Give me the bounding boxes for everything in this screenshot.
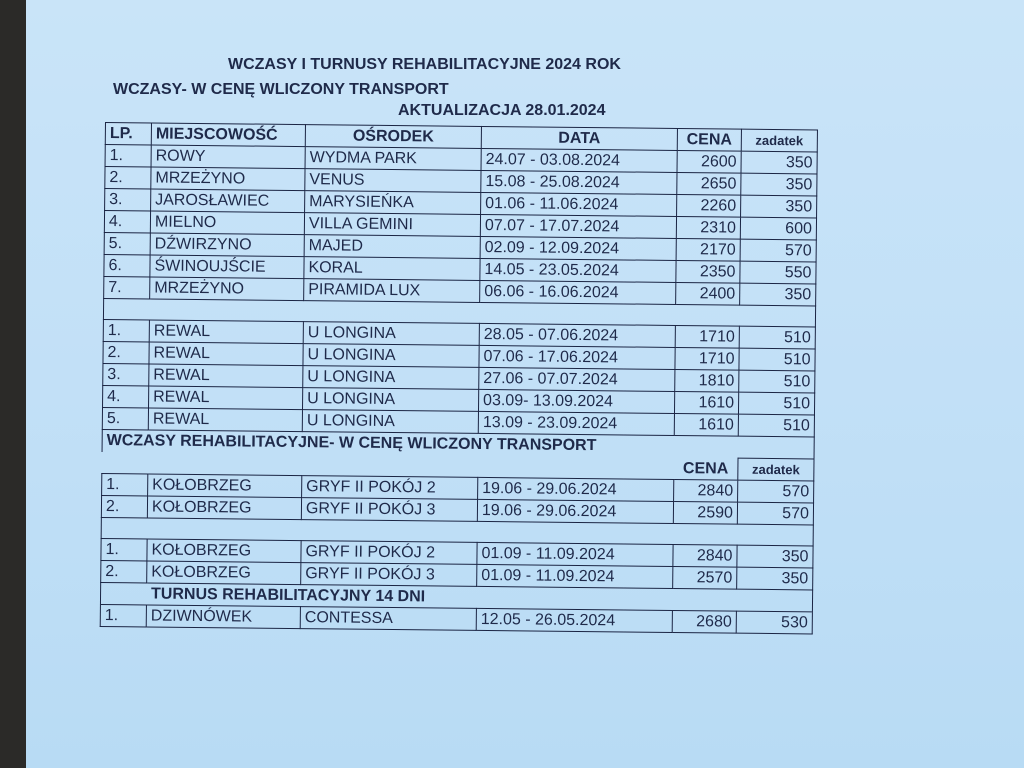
- cell-data: 14.05 - 23.05.2024: [480, 258, 676, 282]
- cell-miejscowosc: REWAL: [149, 364, 303, 388]
- cell-zadatek: 530: [736, 611, 812, 634]
- cell-lp: 1.: [102, 473, 148, 495]
- cell-cena: 2680: [672, 610, 736, 633]
- cell-zadatek: 350: [737, 545, 813, 568]
- cell-data: 27.06 - 07.07.2024: [479, 367, 675, 391]
- cell-cena: 2840: [673, 544, 737, 567]
- cell-lp: 3.: [103, 363, 149, 385]
- cell-osrodek: U LONGINA: [303, 322, 479, 346]
- col-lp: LP.: [105, 123, 151, 145]
- col-miejscowosc: MIEJSCOWOŚĆ: [151, 123, 305, 147]
- cell-lp: 2.: [101, 560, 147, 582]
- cell-cena: 2310: [676, 216, 740, 239]
- cell-zadatek: 510: [738, 392, 814, 415]
- cell-lp: 1.: [103, 319, 149, 341]
- cell-miejscowosc: REWAL: [149, 320, 303, 344]
- cell-cena: 2590: [673, 501, 737, 524]
- cell-miejscowosc: MRZEŻYNO: [151, 167, 305, 191]
- cell-cena: 2650: [677, 172, 741, 195]
- cell-osrodek: U LONGINA: [302, 388, 478, 412]
- cell-osrodek: CONTESSA: [300, 607, 476, 631]
- cell-miejscowosc: ŚWINOUJŚCIE: [150, 255, 304, 279]
- cell-lp: 1.: [101, 538, 147, 560]
- cell-osrodek: VILLA GEMINI: [304, 213, 480, 237]
- cell-data: 06.06 - 16.06.2024: [480, 280, 676, 304]
- section-turnus-title: TURNUS REHABILITACYJNY 14 DNI: [100, 582, 812, 611]
- cell-miejscowosc: DŹWIRZYNO: [150, 233, 304, 257]
- cell-data: 07.07 - 17.07.2024: [480, 214, 676, 238]
- cell-data: 03.09- 13.09.2024: [478, 389, 674, 413]
- cell-data: 13.09 - 23.09.2024: [478, 411, 674, 435]
- document-title: WCZASY I TURNUSY REHABILITACYJNE 2024 ROK: [228, 56, 621, 73]
- cell-zadatek: 350: [741, 173, 817, 196]
- cell-zadatek: 600: [740, 217, 816, 240]
- cell-lp: 2.: [103, 341, 149, 363]
- cell-data: 02.09 - 12.09.2024: [480, 236, 676, 260]
- cell-data: 12.05 - 26.05.2024: [476, 608, 672, 632]
- cell-osrodek: U LONGINA: [303, 344, 479, 368]
- cell-miejscowosc: KOŁOBRZEG: [148, 474, 302, 498]
- update-date: AKTUALIZACJA 28.01.2024: [398, 102, 606, 119]
- cell-osrodek: VENUS: [305, 169, 481, 193]
- cell-osrodek: GRYF II POKÓJ 3: [301, 498, 477, 522]
- cell-miejscowosc: REWAL: [149, 386, 303, 410]
- cell-osrodek: U LONGINA: [303, 366, 479, 390]
- cell-miejscowosc: JAROSŁAWIEC: [151, 189, 305, 213]
- cell-lp: 5.: [102, 407, 148, 429]
- cell-miejscowosc: MRZEŻYNO: [150, 277, 304, 301]
- cell-zadatek: 510: [739, 326, 815, 349]
- cell-lp: 1.: [105, 145, 151, 167]
- cell-lp: 3.: [105, 189, 151, 211]
- cell-cena: 1710: [675, 347, 739, 370]
- cell-miejscowosc: ROWY: [151, 145, 305, 169]
- cell-data: 01.09 - 11.09.2024: [477, 542, 673, 566]
- cell-data: 01.09 - 11.09.2024: [477, 564, 673, 588]
- col-data: DATA: [481, 126, 677, 150]
- cell-zadatek: 350: [740, 283, 816, 306]
- cell-cena: 1710: [675, 325, 739, 348]
- col-osrodek: OŚRODEK: [305, 125, 481, 149]
- cell-zadatek: 510: [738, 414, 814, 437]
- cell-lp: 5.: [104, 232, 150, 254]
- cell-lp: 1.: [100, 604, 146, 626]
- cell-cena: 1610: [674, 413, 738, 436]
- cell-cena: 2400: [676, 282, 740, 305]
- cell-data: 19.06 - 29.06.2024: [478, 477, 674, 501]
- cell-cena: 2570: [673, 566, 737, 589]
- cell-miejscowosc: REWAL: [148, 408, 302, 432]
- cell-lp: 4.: [104, 211, 150, 233]
- cell-lp: 2.: [105, 167, 151, 189]
- price-table: [100, 122, 818, 634]
- cell-cena: 2600: [677, 150, 741, 173]
- col-zadatek: zadatek: [741, 129, 817, 152]
- cell-lp: 6.: [104, 254, 150, 276]
- cell-data: 28.05 - 07.06.2024: [479, 323, 675, 347]
- cell-miejscowosc: DZIWNÓWEK: [146, 605, 300, 629]
- cell-cena: 2260: [677, 194, 741, 217]
- cell-zadatek: 350: [737, 567, 813, 590]
- cell-zadatek: 550: [740, 261, 816, 284]
- cell-miejscowosc: KOŁOBRZEG: [147, 496, 301, 520]
- cell-osrodek: GRYF II POKÓJ 3: [301, 563, 477, 587]
- cell-zadatek: 570: [740, 239, 816, 262]
- cell-miejscowosc: REWAL: [149, 342, 303, 366]
- cell-osrodek: GRYF II POKÓJ 2: [302, 476, 478, 500]
- cell-data: 24.07 - 03.08.2024: [481, 148, 677, 172]
- cell-zadatek: 350: [741, 195, 817, 218]
- cell-miejscowosc: MIELNO: [150, 211, 304, 235]
- cell-miejscowosc: KOŁOBRZEG: [147, 539, 301, 563]
- sub-header-zadatek: zadatek: [738, 458, 814, 481]
- cell-lp: 2.: [101, 495, 147, 517]
- cell-zadatek: 570: [738, 480, 814, 503]
- cell-osrodek: WYDMA PARK: [305, 147, 481, 171]
- cell-cena: 2170: [676, 238, 740, 261]
- cell-data: 01.06 - 11.06.2024: [481, 192, 677, 216]
- cell-data: 15.08 - 25.08.2024: [481, 170, 677, 194]
- cell-cena: 1810: [675, 369, 739, 392]
- col-cena: CENA: [677, 128, 741, 151]
- cell-miejscowosc: KOŁOBRZEG: [147, 561, 301, 585]
- document-subtitle: WCZASY- W CENĘ WLICZONY TRANSPORT: [113, 81, 449, 98]
- cell-osrodek: PIRAMIDA LUX: [304, 279, 480, 303]
- cell-lp: 4.: [103, 385, 149, 407]
- cell-osrodek: GRYF II POKÓJ 2: [301, 541, 477, 565]
- cell-osrodek: MARYSIEŃKA: [305, 191, 481, 215]
- cell-zadatek: 570: [737, 502, 813, 525]
- cell-lp: 7.: [104, 276, 150, 298]
- cell-zadatek: 510: [739, 370, 815, 393]
- cell-zadatek: 350: [741, 151, 817, 174]
- cell-osrodek: MAJED: [304, 235, 480, 259]
- price-list: [100, 122, 817, 634]
- cell-zadatek: 510: [739, 348, 815, 371]
- cell-osrodek: U LONGINA: [302, 410, 478, 434]
- cell-data: 07.06 - 17.06.2024: [479, 345, 675, 369]
- cell-cena: 2840: [674, 479, 738, 502]
- cell-data: 19.06 - 29.06.2024: [477, 499, 673, 523]
- cell-osrodek: KORAL: [304, 257, 480, 281]
- cell-cena: 2350: [676, 260, 740, 283]
- cell-cena: 1610: [674, 391, 738, 414]
- section-rehab-title: WCZASY REHABILITACYJNE- W CENĘ WLICZONY TRANSPORT: [102, 429, 814, 458]
- sub-header-cena: CENA: [682, 459, 729, 478]
